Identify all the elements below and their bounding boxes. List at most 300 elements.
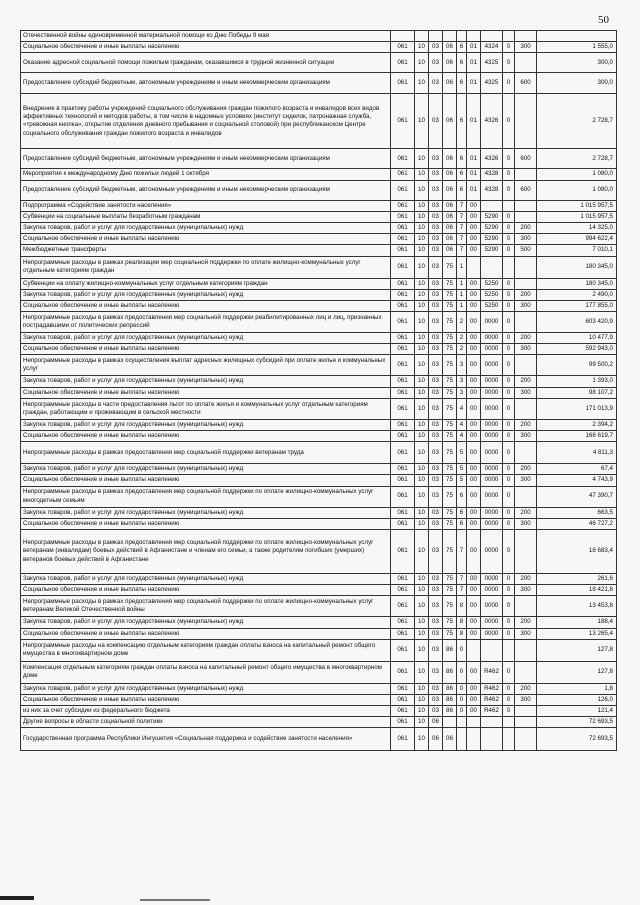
subsection-cell [429,31,443,42]
code-cell: 061 [391,289,415,300]
table-row [21,245,617,256]
measure-cell: 01 [467,73,481,94]
name-cell: Закупка товаров, работ и услуг для государственных (муниципальных) нужд [21,222,391,233]
section-cell: 10 [415,398,429,419]
subprogram-cell: 0 [457,661,467,683]
section-cell: 10 [415,475,429,486]
expense-type-cell [515,31,537,42]
amount-cell: 13 453,8 [537,596,617,617]
subsection-cell: 03 [429,419,443,430]
expense-type-cell: 600 [515,73,537,94]
direction-cell: 5290 [481,211,503,222]
section-cell: 10 [415,180,429,200]
program-cell: 75 [443,486,457,507]
subsection-cell: 03 [429,398,443,419]
subprogram-cell: 6 [457,169,467,180]
table-row [21,200,617,211]
measure-cell: 00 [467,211,481,222]
measure-cell: 01 [467,149,481,169]
subprogram-cell: 5 [457,464,467,475]
direction-cell: 0000 [481,628,503,639]
measure-cell: 00 [467,518,481,529]
code-cell: 061 [391,683,415,694]
program-cell: 75 [443,344,457,355]
direction-suffix-cell [503,717,515,728]
table-row [21,53,617,73]
subprogram-cell: 2 [457,312,467,333]
amount-cell: 180 345,0 [537,256,617,278]
table-row [21,42,617,53]
direction-suffix-cell: 0 [503,431,515,442]
expense-type-cell [515,706,537,717]
direction-cell [481,31,503,42]
program-cell: 75 [443,278,457,289]
table-row [21,234,617,245]
subsection-cell: 03 [429,464,443,475]
program-cell: 06 [443,180,457,200]
code-cell: 061 [391,376,415,387]
subsection-cell: 03 [429,683,443,694]
subsection-cell: 03 [429,661,443,683]
table-row [21,180,617,200]
subprogram-cell [457,728,467,751]
expense-type-cell [515,278,537,289]
expense-type-cell [515,661,537,683]
direction-suffix-cell: 0 [503,518,515,529]
section-cell: 10 [415,529,429,573]
amount-cell: 188,4 [537,617,617,628]
name-cell: Мероприятия к международному Дню пожилых людей 1 октября [21,169,391,180]
section-cell: 10 [415,211,429,222]
measure-cell: 00 [467,376,481,387]
table-row [21,31,617,42]
program-cell: 06 [443,42,457,53]
code-cell: 061 [391,387,415,398]
expense-type-cell: 300 [515,628,537,639]
name-cell: Государственная программа Республики Ингушетия «Социальная поддержка и содействие занятости населения» [21,728,391,751]
amount-cell [537,31,617,42]
name-cell: Непрограммные расходы в рамках предоставления мер социальной поддержки по оплате жилищно-коммунальных услуг ветеранам Великой Отечественной войны [21,596,391,617]
direction-cell: 0000 [481,355,503,376]
direction-cell: 0000 [481,617,503,628]
amount-cell: 603 420,9 [537,312,617,333]
direction-suffix-cell: 0 [503,312,515,333]
table-row [21,518,617,529]
section-cell: 10 [415,661,429,683]
direction-cell: R462 [481,706,503,717]
name-cell: Социальное обеспечение и иные выплаты населению [21,585,391,596]
expense-type-cell: 300 [515,431,537,442]
subprogram-cell: 5 [457,442,467,464]
program-cell: 75 [443,387,457,398]
section-cell: 10 [415,518,429,529]
program-cell: 75 [443,355,457,376]
subprogram-cell: 6 [457,73,467,94]
amount-cell: 4 743,9 [537,475,617,486]
subsection-cell: 03 [429,312,443,333]
table-row [21,387,617,398]
expense-type-cell [515,53,537,73]
table-row [21,256,617,278]
measure-cell: 00 [467,278,481,289]
table-row [21,585,617,596]
subprogram-cell: 0 [457,683,467,694]
section-cell: 10 [415,344,429,355]
program-cell: 75 [443,312,457,333]
measure-cell: 00 [467,431,481,442]
name-cell: Предоставление субсидий бюджетным, автономным учреждениям и иным некоммерческим организациям [21,73,391,94]
expense-type-cell [515,94,537,149]
subsection-cell: 03 [429,596,443,617]
program-cell: 86 [443,639,457,661]
section-cell: 10 [415,617,429,628]
subsection-cell: 03 [429,376,443,387]
name-cell: Субвенции на оплату жилищно-коммунальных услуг отдельным категориям граждан [21,278,391,289]
code-cell: 061 [391,617,415,628]
program-cell: 06 [443,94,457,149]
amount-cell: 2 394,2 [537,419,617,430]
table-row [21,398,617,419]
code-cell: 061 [391,518,415,529]
amount-cell: 7 010,1 [537,245,617,256]
subsection-cell: 03 [429,169,443,180]
expense-type-cell [515,169,537,180]
code-cell: 061 [391,180,415,200]
direction-cell: 0000 [481,475,503,486]
subsection-cell: 03 [429,507,443,518]
table-row [21,628,617,639]
direction-suffix-cell: 0 [503,387,515,398]
table-row [21,312,617,333]
amount-cell: 994 622,4 [537,234,617,245]
code-cell: 061 [391,596,415,617]
code-cell: 061 [391,256,415,278]
direction-cell: 5250 [481,300,503,311]
subprogram-cell: 6 [457,486,467,507]
measure-cell: 00 [467,683,481,694]
section-cell: 10 [415,73,429,94]
direction-cell: 4326 [481,94,503,149]
measure-cell: 01 [467,94,481,149]
program-cell: 06 [443,222,457,233]
section-cell: 10 [415,169,429,180]
name-cell: Непрограммные расходы в рамках предоставления мер социальной поддержки реабилитированных лиц и лиц, признанных пострадавшими от политических репрессий [21,312,391,333]
measure-cell: 00 [467,475,481,486]
amount-cell: 2 490,0 [537,289,617,300]
code-cell: 061 [391,73,415,94]
table-row [21,211,617,222]
subsection-cell: 03 [429,486,443,507]
expense-type-cell: 200 [515,617,537,628]
amount-cell: 2 728,7 [537,149,617,169]
table-row [21,728,617,751]
subsection-cell: 03 [429,42,443,53]
amount-cell: 1 080,0 [537,169,617,180]
section-cell: 10 [415,312,429,333]
direction-suffix-cell: 0 [503,344,515,355]
name-cell: Закупка товаров, работ и услуг для государственных (муниципальных) нужд [21,683,391,694]
measure-cell: 00 [467,300,481,311]
direction-cell: 5290 [481,222,503,233]
section-cell: 10 [415,200,429,211]
program-cell: 06 [443,200,457,211]
section-cell: 10 [415,706,429,717]
section-cell: 10 [415,387,429,398]
subsection-cell: 03 [429,289,443,300]
direction-cell: 0000 [481,387,503,398]
subsection-cell: 03 [429,245,443,256]
expense-type-cell: 300 [515,387,537,398]
expense-type-cell [515,256,537,278]
direction-suffix-cell: 0 [503,73,515,94]
code-cell: 061 [391,355,415,376]
direction-suffix-cell: 0 [503,617,515,628]
subsection-cell: 03 [429,300,443,311]
table-row [21,464,617,475]
subprogram-cell: 6 [457,507,467,518]
measure-cell: 00 [467,234,481,245]
direction-suffix-cell: 0 [503,694,515,705]
subsection-cell: 03 [429,149,443,169]
direction-suffix-cell: 0 [503,464,515,475]
table-row [21,617,617,628]
program-cell: 06 [443,245,457,256]
direction-suffix-cell: 0 [503,289,515,300]
program-cell: 75 [443,596,457,617]
table-row [21,442,617,464]
subprogram-cell [457,717,467,728]
measure-cell: 00 [467,706,481,717]
name-cell: Социальное обеспечение и иные выплаты населению [21,300,391,311]
measure-cell: 00 [467,596,481,617]
direction-cell: 0000 [481,596,503,617]
subsection-cell: 03 [429,200,443,211]
name-cell: Предоставление субсидий бюджетным, автономным учреждениям и иным некоммерческим организациям [21,180,391,200]
table-row [21,355,617,376]
subsection-cell: 06 [429,717,443,728]
section-cell: 10 [415,717,429,728]
expense-type-cell: 300 [515,475,537,486]
direction-suffix-cell [503,256,515,278]
measure-cell [467,31,481,42]
direction-suffix-cell [503,200,515,211]
expense-type-cell [515,355,537,376]
direction-suffix-cell: 0 [503,222,515,233]
amount-cell: 72 693,5 [537,728,617,751]
direction-cell: 0000 [481,442,503,464]
measure-cell: 01 [467,53,481,73]
amount-cell: 1 393,0 [537,376,617,387]
program-cell: 86 [443,661,457,683]
amount-cell: 14 325,0 [537,222,617,233]
table-row [21,486,617,507]
table-row [21,94,617,149]
direction-cell: R462 [481,661,503,683]
table-row [21,333,617,344]
direction-cell: 0000 [481,486,503,507]
amount-cell: 2 728,7 [537,94,617,149]
direction-cell: R462 [481,683,503,694]
section-cell [415,31,429,42]
measure-cell: 00 [467,573,481,584]
name-cell: Непрограммные расходы на компенсацию отдельным категориям граждан оплаты взноса на капитальный ремонт общего имущества в многоквартирном доме [21,639,391,661]
subsection-cell: 03 [429,694,443,705]
expense-type-cell: 300 [515,694,537,705]
amount-cell: 180 345,0 [537,278,617,289]
name-cell: из них за счет субсидии из федерального бюджета [21,706,391,717]
expense-type-cell: 200 [515,289,537,300]
subprogram-cell: 0 [457,639,467,661]
measure-cell: 00 [467,344,481,355]
name-cell: Социальное обеспечение и иные выплаты населению [21,628,391,639]
expense-type-cell: 300 [515,344,537,355]
direction-suffix-cell: 0 [503,507,515,518]
measure-cell: 00 [467,312,481,333]
direction-cell: 0000 [481,398,503,419]
code-cell: 061 [391,200,415,211]
measure-cell: 00 [467,222,481,233]
code-cell: 061 [391,585,415,596]
program-cell: 75 [443,442,457,464]
program-cell: 75 [443,628,457,639]
expense-type-cell: 300 [515,42,537,53]
measure-cell: 00 [467,333,481,344]
code-cell: 061 [391,278,415,289]
amount-cell: 177 855,0 [537,300,617,311]
scan-edge-mark [140,899,210,901]
table-row [21,222,617,233]
direction-cell: 5250 [481,278,503,289]
expense-type-cell: 200 [515,573,537,584]
code-cell: 061 [391,628,415,639]
expense-type-cell [515,639,537,661]
expense-type-cell: 200 [515,376,537,387]
measure-cell: 00 [467,387,481,398]
subprogram-cell: 6 [457,94,467,149]
subsection-cell: 03 [429,355,443,376]
direction-suffix-cell: 0 [503,628,515,639]
code-cell: 061 [391,333,415,344]
page-number: 50 [598,14,609,26]
code-cell: 061 [391,486,415,507]
expense-type-cell: 300 [515,518,537,529]
amount-cell: 300,0 [537,73,617,94]
code-cell: 061 [391,706,415,717]
amount-cell: 126,0 [537,694,617,705]
section-cell: 10 [415,256,429,278]
direction-suffix-cell: 0 [503,585,515,596]
direction-suffix-cell: 0 [503,355,515,376]
name-cell: Закупка товаров, работ и услуг для государственных (муниципальных) нужд [21,376,391,387]
program-cell: 75 [443,333,457,344]
code-cell: 061 [391,245,415,256]
name-cell: Непрограммные расходы в рамках осуществления выплат адресных жилищных субсидий при оплате жилья и коммунальных услуг [21,355,391,376]
expense-type-cell: 600 [515,180,537,200]
expense-type-cell [515,486,537,507]
program-cell: 06 [443,149,457,169]
section-cell: 10 [415,278,429,289]
name-cell: Внедрение в практику работы учреждений социального обслуживания граждан пожилого возраста и инвалидов всех видов эффективных технологий и методов работы, в том числе в надомных условиях (институт сиделок, патронажная служба, «тревожная кнопка», открытие отделения дневного пребывания и социальной столовой) при республиканском Центре социального обслуживания граждан пожилого возраста и инвалидов [21,94,391,149]
subsection-cell: 03 [429,529,443,573]
expense-type-cell [515,211,537,222]
program-cell [443,717,457,728]
section-cell: 10 [415,333,429,344]
name-cell: Компенсация отдельным категориям граждан оплаты взноса на капитальный ремонт общего имущества в многоквартирном доме [21,661,391,683]
table-row [21,289,617,300]
measure-cell: 01 [467,180,481,200]
name-cell: Предоставление субсидий бюджетным, автономным учреждениям и иным некоммерческим организациям [21,149,391,169]
direction-cell: 4326 [481,149,503,169]
code-cell: 061 [391,507,415,518]
name-cell: Закупка товаров, работ и услуг для государственных (муниципальных) нужд [21,573,391,584]
direction-suffix-cell: 0 [503,234,515,245]
program-cell: 75 [443,419,457,430]
subprogram-cell: 1 [457,278,467,289]
name-cell: Социальное обеспечение и иные выплаты населению [21,42,391,53]
amount-cell: 300,0 [537,53,617,73]
section-cell: 10 [415,222,429,233]
table-row [21,573,617,584]
code-cell: 061 [391,300,415,311]
amount-cell: 1 080,0 [537,180,617,200]
table-row [21,596,617,617]
direction-suffix-cell: 0 [503,169,515,180]
direction-cell [481,728,503,751]
subsection-cell: 03 [429,180,443,200]
section-cell: 10 [415,94,429,149]
amount-cell: 121,4 [537,706,617,717]
table-body [21,31,617,751]
table-row [21,278,617,289]
subprogram-cell [457,31,467,42]
program-cell: 86 [443,706,457,717]
direction-cell: 4325 [481,53,503,73]
code-cell: 061 [391,234,415,245]
amount-cell: 4 811,3 [537,442,617,464]
code-cell: 061 [391,464,415,475]
expense-type-cell [515,312,537,333]
direction-suffix-cell: 0 [503,333,515,344]
subprogram-cell: 4 [457,398,467,419]
direction-suffix-cell: 0 [503,278,515,289]
direction-suffix-cell: 0 [503,42,515,53]
name-cell: Закупка товаров, работ и услуг для государственных (муниципальных) нужд [21,464,391,475]
code-cell: 061 [391,344,415,355]
name-cell: Социальное обеспечение и иные выплаты населению [21,694,391,705]
expense-type-cell [515,717,537,728]
amount-cell: 18 683,4 [537,529,617,573]
name-cell: Субвенции на социальные выплаты безработным гражданам [21,211,391,222]
code-cell: 061 [391,398,415,419]
name-cell: Социальное обеспечение и иные выплаты населению [21,518,391,529]
program-cell: 86 [443,694,457,705]
direction-cell: 0000 [481,529,503,573]
code-cell: 061 [391,573,415,584]
subprogram-cell: 3 [457,376,467,387]
direction-cell: 0000 [481,573,503,584]
amount-cell: 1 015 957,5 [537,200,617,211]
code-cell: 061 [391,149,415,169]
section-cell: 10 [415,694,429,705]
name-cell: Закупка товаров, работ и услуг для государственных (муниципальных) нужд [21,617,391,628]
subprogram-cell: 7 [457,200,467,211]
section-cell: 10 [415,355,429,376]
direction-suffix-cell: 0 [503,180,515,200]
subsection-cell: 03 [429,387,443,398]
program-cell: 75 [443,431,457,442]
section-cell: 10 [415,507,429,518]
amount-cell: 1 015 957,5 [537,211,617,222]
